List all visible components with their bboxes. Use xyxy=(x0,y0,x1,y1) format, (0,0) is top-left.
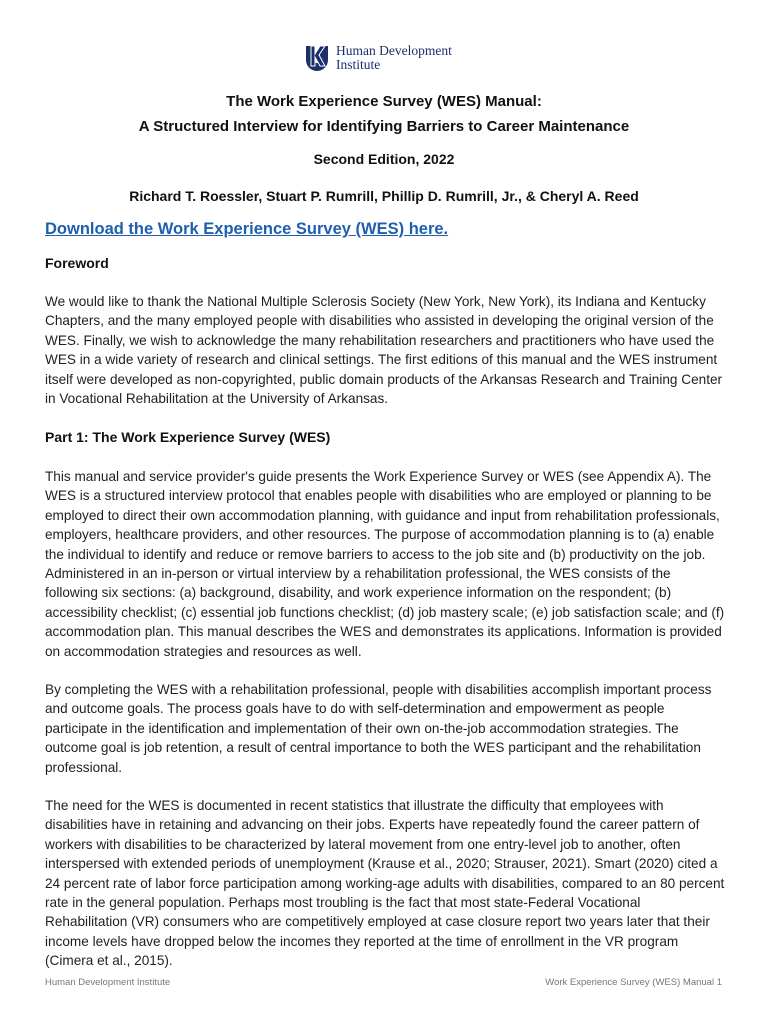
footer-left: Human Development Institute xyxy=(45,977,171,988)
document-title-line-2: A Structured Interview for Identifying Barriers to Career Maintenance xyxy=(138,118,630,135)
part1-heading: Part 1: The Work Experience Survey (WES) xyxy=(45,429,331,445)
logo-line-1: Human Development xyxy=(336,43,452,58)
part1-paragraph-3: The need for the WES is documented in recent statistics that illustrate the difficulty that employees with disabilities have in retaining and advancing on their jobs. Experts have repeatedly found the career pattern of workers with disabilities to be characterized by lateral movement from one entry-level job to another, often interspersed with extended periods of unemployment (Krause et al., 2020; Strauser, 2021). Smart (2020) cited a 24 percent rate of labor force participation among working-age adults with disabilities, compared to an 80 percent rate in the general population. Perhaps most troubling is the fact that most state-Federal Vocational Rehabilitation (VR) consumers who are competitively employed at case closure report two years later that their income levels have dropped below the incomes they reported at the time of enrollment in the VR program (Cimera et al., 2015). xyxy=(45,798,725,969)
download-wes-link[interactable]: Download the Work Experience Survey (WES) here. xyxy=(45,220,449,238)
uk-logo-icon xyxy=(304,44,330,72)
part1-paragraph-1: This manual and service provider's guide presents the Work Experience Survey or WES (see Appendix A). The WES is a structured interview protocol that enables people with disabilities who are employed or planning to be employed to direct their own accommodation planning, with guidance and input from rehabilitation professionals, employers, healthcare providers, and other resources. The purpose of accommodation planning is to (a) enable the individual to identify and reduce or remove barriers to access to the job site and (b) productivity on the job. Administered in an in-person or virtual interview by a rehabilitation professional, the WES consists of the following six sections: (a) background, disability, and work experience information on the respondent; (b) accessibility checklist; (c) essential job functions checklist; (d) job mastery scale; (e) job satisfaction scale; and (f) accommodation plan. This manual describes the WES and demonstrates its applications. Information is provided on accommodation strategies and resources as well. xyxy=(45,469,725,659)
edition-label: Second Edition, 2022 xyxy=(313,151,455,167)
logo-text xyxy=(336,44,452,72)
logo-line-2: Institute xyxy=(336,57,381,72)
hdi-logo xyxy=(304,43,452,73)
foreword-paragraph: We would like to thank the National Multiple Sclerosis Society (New York, New York), its Indiana and Kentucky Chapters, and the many employed people with disabilities who assisted in developing the original version of the WES. Finally, we wish to acknowledge the many rehabilitation researchers and practitioners who have used the WES in a wide variety of research and clinical settings. The first editions of this manual and the WES instrument itself were developed as non-copyrighted, public domain products of the Arkansas Research and Training Center in Vocational Rehabilitation at the University of Arkansas. xyxy=(45,294,723,407)
authors-line: Richard T. Roessler, Stuart P. Rumrill, Phillip D. Rumrill, Jr., & Cheryl A. Reed xyxy=(129,188,639,204)
document-title-line-1: The Work Experience Survey (WES) Manual: xyxy=(226,93,542,110)
foreword-heading: Foreword xyxy=(45,255,109,271)
footer-right: Work Experience Survey (WES) Manual 1 xyxy=(545,977,722,988)
part1-paragraph-2: By completing the WES with a rehabilitation professional, people with disabilities accomplish important process and outcome goals. The process goals have to do with self-determination and empowerment as people participate in the identification and implementation of their own on-the-job accommodation strategies. The outcome goal is job retention, a result of central importance to both the WES participant and the rehabilitation professional. xyxy=(45,682,712,775)
